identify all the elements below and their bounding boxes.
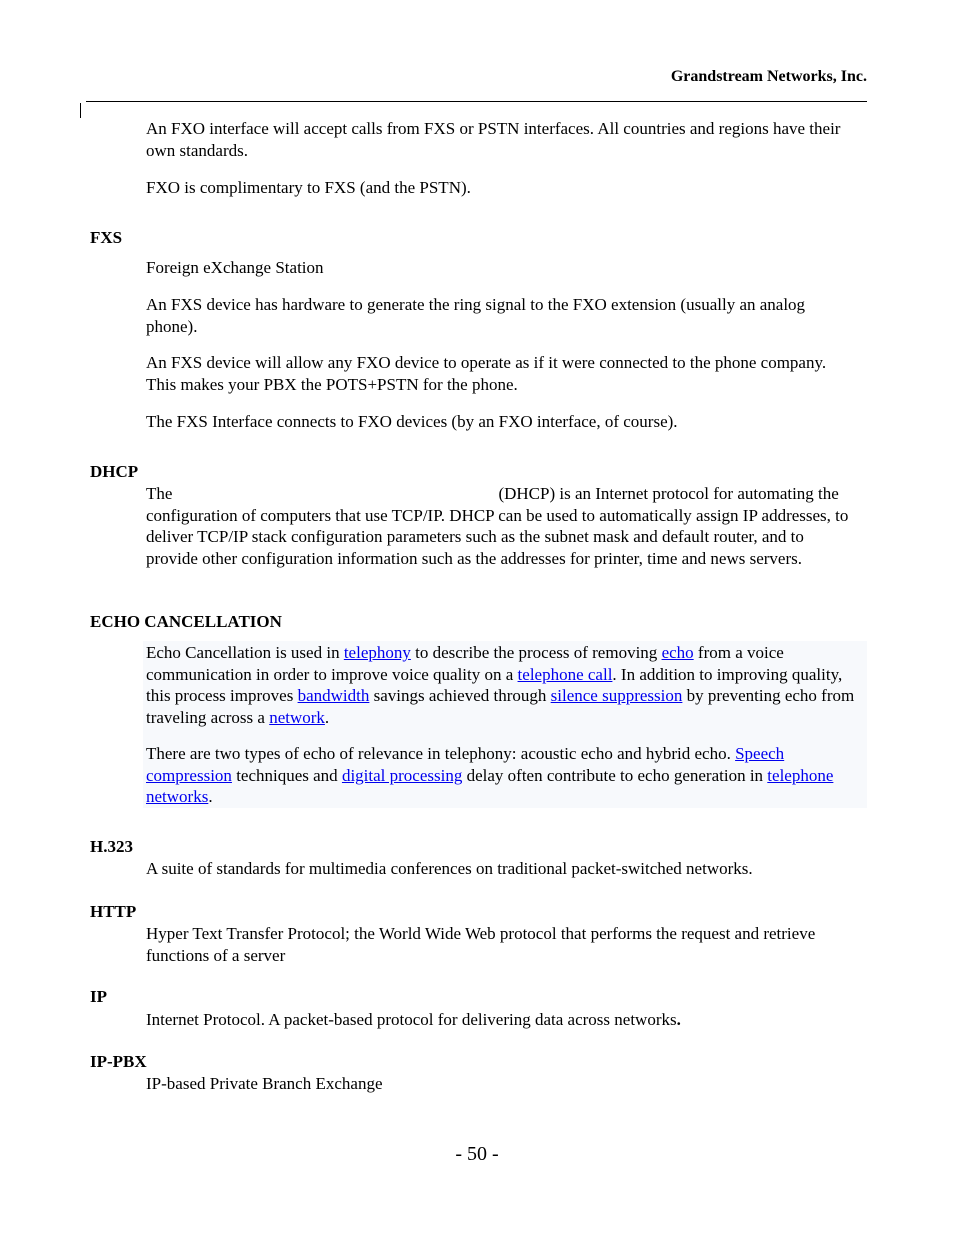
dhcp-lead: The <box>146 484 173 503</box>
http-definition: Hyper Text Transfer Protocol; the World Wide Web protocol that performs the request and retrieve functions of a server <box>146 924 816 965</box>
term-ip: IP <box>90 987 107 1006</box>
intro-paragraph-2: FXO is complimentary to FXS (and the PSTN). <box>146 178 471 197</box>
revision-bar <box>80 103 81 118</box>
echo-definition-1 <box>146 642 858 728</box>
term-echo-cancellation: ECHO CANCELLATION <box>90 612 282 631</box>
term-http: HTTP <box>90 902 137 921</box>
link-silence-suppression[interactable]: silence suppression <box>550 686 683 705</box>
dhcp-rest: (DHCP) is an Internet protocol for automating the configuration of computers that use TCP/IP. DHCP can be used to automatically assign IP addresses, to deliver TCP/IP stack configuration parameters such as the subnet mask and default router, and to provide other configuration information such as the addresses for printer, time and news servers. <box>146 484 849 568</box>
link-digital-processing[interactable]: digital processing <box>341 765 463 785</box>
ip-pbx-definition: IP-based Private Branch Exchange <box>146 1074 383 1093</box>
dhcp-definition <box>146 483 858 569</box>
intro-paragraph-1: An FXO interface will accept calls from FXS or PSTN interfaces. All countries and regions have their own standards. <box>146 119 841 160</box>
text-run: . In addition to improving quality, this process improves <box>146 664 843 705</box>
echo-definition-2 <box>146 743 858 808</box>
h323-definition: A suite of standards for multimedia conferences on traditional packet-switched networks. <box>146 859 753 878</box>
fxs-definition-3: An FXS device will allow any FXO device to operate as if it were connected to the phone company. This makes your PBX the POTS+PSTN for the phone. <box>146 353 827 394</box>
fxs-definition-1: Foreign eXchange Station <box>146 258 324 277</box>
term-fxs: FXS <box>90 228 123 247</box>
text-run: delay often contribute to echo generation in <box>462 765 768 785</box>
term-ip-pbx: IP-PBX <box>90 1052 147 1071</box>
link-echo[interactable]: echo <box>661 643 694 662</box>
bold-period: . <box>676 1010 681 1029</box>
text-run: techniques and <box>231 765 342 785</box>
text-run: . <box>208 787 213 806</box>
text-run: savings achieved through <box>369 686 551 705</box>
link-telephone-networks[interactable]: telephone networks <box>146 765 834 806</box>
ip-definition <box>146 1009 858 1031</box>
text-run: from a voice communication in order to improve voice quality on a <box>146 643 784 684</box>
page-number: - 50 - <box>455 1143 499 1165</box>
company-name: Grandstream Networks, Inc. <box>670 68 867 85</box>
link-speech-compression[interactable]: Speech compression <box>146 744 785 785</box>
term-h323: H.323 <box>90 837 133 856</box>
fxs-definition-2: An FXS device has hardware to generate the ring signal to the FXO extension (usually an analog phone). <box>146 295 806 336</box>
link-telephone-call[interactable]: telephone call <box>517 664 613 684</box>
text-run: to describe the process of removing <box>410 643 662 662</box>
text-run: by preventing echo from traveling across a <box>146 686 855 727</box>
text-run: . <box>324 707 330 727</box>
header-divider <box>86 101 867 102</box>
link-telephony[interactable]: telephony <box>343 643 411 662</box>
term-dhcp: DHCP <box>90 462 139 481</box>
text-run: Internet Protocol. A packet-based protocol for delivering data across networks <box>146 1010 677 1029</box>
link-bandwidth[interactable]: bandwidth <box>297 686 370 705</box>
fxs-definition-4: The FXS Interface connects to FXO devices (by an FXO interface, of course). <box>146 412 678 431</box>
link-network[interactable]: network <box>269 707 325 727</box>
text-run: Echo Cancellation is used in <box>146 643 344 662</box>
text-run: There are two types of echo of relevance in telephony: acoustic echo and hybrid echo. <box>146 744 736 763</box>
